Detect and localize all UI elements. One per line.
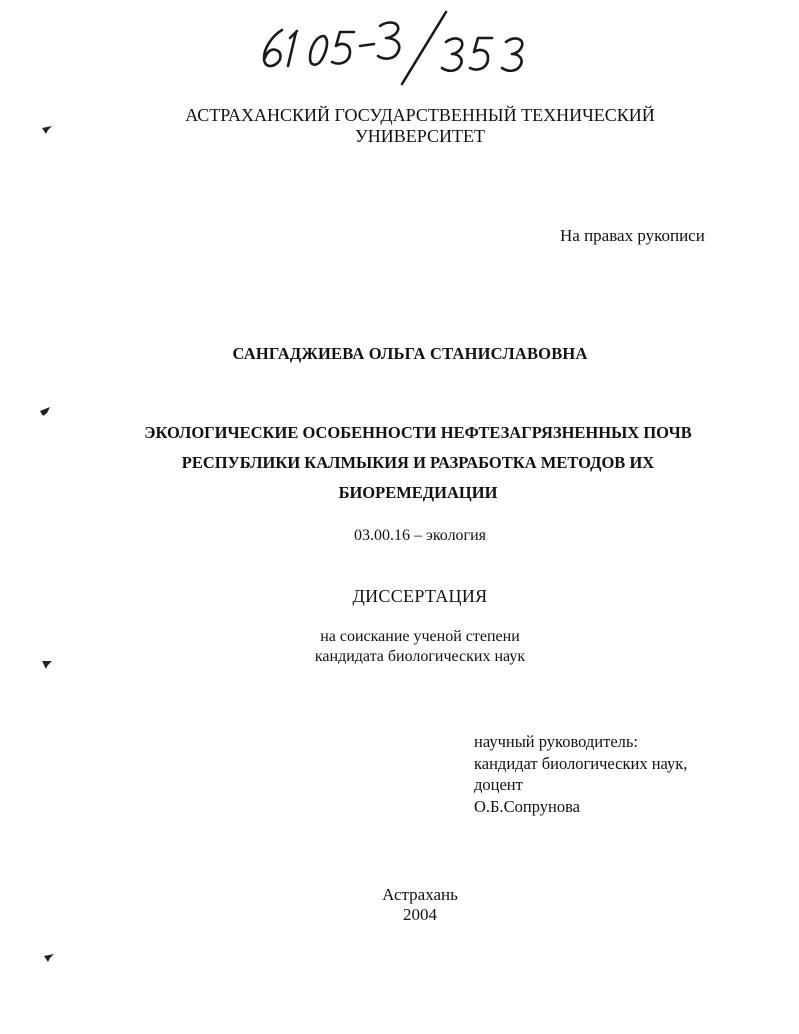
supervisor-line-1: научный руководитель: [474,732,639,751]
supervisor-line-4: О.Б.Сопрунова [474,796,580,816]
supervisor-block [474,731,687,817]
specialty-code: 03.00.16 – экология [353,527,487,544]
dissertation-title [18,418,799,508]
scan-mark-icon [42,950,56,964]
city: Астрахань [382,885,458,904]
handwritten-catalog-number [250,8,550,88]
university-line-2: УНИВЕРСИТЕТ [355,126,485,146]
university-line-1: АСТРАХАНСКИЙ ГОСУДАРСТВЕННЫЙ ТЕХНИЧЕСКИЙ [185,105,655,125]
degree-line-1: на соискание ученой степени [320,628,520,645]
document-type: ДИССЕРТАЦИЯ [352,586,488,606]
university-name [30,105,799,147]
year: 2004 [403,905,437,924]
author-name: САНГАДЖИЕВА ОЛЬГА СТАНИСЛАВОВНА [232,344,588,363]
supervisor-line-3: доцент [474,775,523,794]
degree-statement [20,627,799,667]
place-and-year [20,885,799,925]
title-line-2: РЕСПУБЛИКИ КАЛМЫКИЯ И РАЗРАБОТКА МЕТОДОВ ИХ [181,453,655,472]
supervisor-line-2: кандидат биологических наук, [474,753,688,773]
title-line-1: ЭКОЛОГИЧЕСКИЕ ОСОБЕННОСТИ НЕФТЕЗАГРЯЗНЕННЫХ ПОЧВ [144,423,692,442]
degree-line-2: кандидата биологических наук [314,648,526,665]
title-line-3: БИОРЕМЕДИАЦИИ [338,483,498,502]
rights-note: На правах рукописи [560,226,705,245]
scan-mark-icon [38,404,52,418]
